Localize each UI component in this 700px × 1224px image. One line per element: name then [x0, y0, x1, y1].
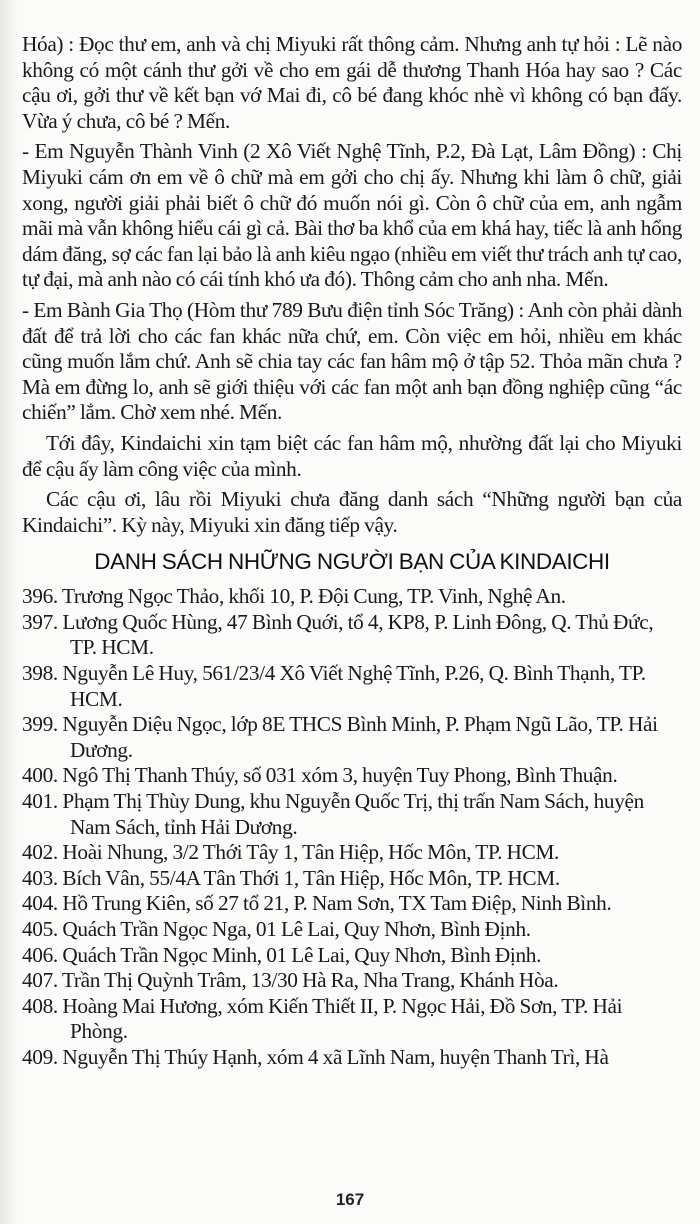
letter-reply-thanh-hoa: Hóa) : Đọc thư em, anh và chị Miyuki rất thông cảm. Nhưng anh tự hỏi : Lẽ nào không có một cánh thư gởi về cho em gái dễ thương Thanh Hóa hay sao ? Các cậu ơi, gởi thư về kết bạn vớ Mai đi, cô bé đang khóc nhè vì không có bạn đấy. Vừa ý chưa, cô bé ? Mến.: [22, 32, 682, 133]
list-item: [22, 1045, 682, 1071]
entry-number: 408.: [22, 993, 58, 1018]
entry-number: 402.: [22, 840, 58, 865]
entry-text: Hồ Trung Kiên, số 27 tổ 21, P. Nam Sơn, TX Tam Điệp, Ninh Bình.: [62, 891, 612, 916]
entry-number: 398.: [22, 661, 58, 686]
entry-number: 396.: [22, 584, 58, 609]
page-number: 167: [335, 1190, 365, 1209]
letter-reply-nguyen-thanh-vinh: - Em Nguyễn Thành Vinh (2 Xô Viết Nghệ Tĩnh, P.2, Đà Lạt, Lâm Đồng) : Chị Miyuki cám ơn em về ô chữ mà em gởi cho chị ấy. Nhưng khi làm ô chữ, giải xong, người giải phải biết ô chữ đó muốn nói gì. Còn ô chữ của em, anh ngẫm mãi mà vẫn không hiểu cái gì cả. Bài thơ ba khổ của em khá hay, tiếc là anh hổng dám đăng, sợ các fan lại bảo là anh kiêu ngạo (nhiều em viết thư trách anh tự cao, tự đại, mà anh nào có cái tính khó ưa đó). Thông cảm cho anh nha. Mến.: [22, 139, 682, 292]
list-item: [22, 968, 682, 994]
list-item: [22, 994, 682, 1045]
entry-text: Hoàng Mai Hương, xóm Kiến Thiết II, P. Ngọc Hải, Đồ Sơn, TP. Hải Phòng.: [62, 993, 623, 1044]
entry-text: Trương Ngọc Thảo, khối 10, P. Đội Cung, TP. Vinh, Nghệ An.: [61, 584, 566, 609]
entry-text: Ngô Thị Thanh Thúy, số 031 xóm 3, huyện Tuy Phong, Bình Thuận.: [62, 763, 618, 788]
scan-edge-shadow: [0, 0, 18, 1224]
list-item: [22, 712, 682, 763]
entry-text: Quách Trần Ngọc Minh, 01 Lê Lai, Quy Nhơn, Bình Định.: [62, 942, 542, 967]
entry-number: 403.: [22, 865, 58, 890]
entry-number: 405.: [22, 917, 58, 941]
list-item: [22, 891, 682, 917]
entry-number: 406.: [22, 942, 58, 967]
list-item: [22, 584, 682, 610]
entry-number: 409.: [22, 1044, 58, 1069]
list-item: [22, 763, 682, 789]
entry-text: Quách Trần Ngọc Nga, 01 Lê Lai, Quy Nhơn, Bình Định.: [62, 917, 531, 941]
list-item: [22, 866, 682, 892]
entry-text: Lương Quốc Hùng, 47 Bình Quới, tổ 4, KP8, P. Linh Đông, Q. Thủ Đức, TP. HCM.: [62, 609, 654, 660]
entry-number: 401.: [22, 789, 58, 814]
entry-text: Nguyễn Lê Huy, 561/23/4 Xô Viết Nghệ Tĩnh, P.26, Q. Bình Thạnh, TP. HCM.: [62, 661, 646, 711]
entry-text: Hoài Nhung, 3/2 Thới Tây 1, Tân Hiệp, Hốc Môn, TP. HCM.: [62, 840, 559, 865]
list-item: [22, 789, 682, 840]
list-item: [22, 943, 682, 969]
entry-number: 397.: [22, 609, 58, 634]
entry-text: Nguyễn Diệu Ngọc, lớp 8E THCS Bình Minh, P. Phạm Ngũ Lão, TP. Hải Dương.: [62, 712, 658, 762]
entry-text: Bích Vân, 55/4A Tân Thới 1, Tân Hiệp, Hốc Môn, TP. HCM.: [62, 865, 560, 890]
friends-list: [22, 584, 682, 1070]
entry-number: 407.: [22, 968, 58, 993]
letter-reply-banh-gia-tho: - Em Bành Gia Thọ (Hòm thư 789 Bưu điện tỉnh Sóc Trăng) : Anh còn phải dành đất để trả lời cho các fan khác nữa chứ, em. Còn việc em hỏi, nhiều em khác cũng muốn lắm chứ. Anh sẽ chia tay các fan hâm mộ ở tập 52. Thỏa mãn chưa ? Mà em đừng lo, anh sẽ giới thiệu với các fan một anh bạn đồng nghiệp cũng “ác chiến” lắm. Chờ xem nhé. Mến.: [22, 297, 682, 425]
entry-text: Nguyễn Thị Thúy Hạnh, xóm 4 xã Lĩnh Nam, huyện Thanh Trì, Hà: [62, 1044, 609, 1069]
list-item: [22, 840, 682, 866]
list-item: [22, 610, 682, 661]
friends-list-heading: DANH SÁCH NHỮNG NGƯỜI BẠN CỦA KINDAICHI: [94, 549, 610, 575]
list-intro-paragraph: Các cậu ơi, lâu rồi Miyuki chưa đăng danh sách “Những người bạn của Kindaichi”. Kỳ này, Miyuki xin đăng tiếp vậy.: [22, 487, 682, 537]
entry-number: 404.: [22, 891, 58, 916]
book-page: [22, 32, 682, 1071]
entry-number: 399.: [22, 712, 58, 737]
farewell-paragraph: Tới đây, Kindaichi xin tạm biệt các fan hâm mộ, nhường đất lại cho Miyuki để cậu ấy làm công việc của mình.: [22, 430, 682, 481]
entry-text: Phạm Thị Thùy Dung, khu Nguyễn Quốc Trị, thị trấn Nam Sách, huyện Nam Sách, tỉnh Hải Dương.: [62, 789, 644, 839]
entry-number: 400.: [22, 763, 58, 788]
list-item: [22, 661, 682, 712]
list-item: [22, 917, 682, 943]
entry-text: Trần Thị Quỳnh Trâm, 13/30 Hà Ra, Nha Trang, Khánh Hòa.: [61, 968, 559, 993]
